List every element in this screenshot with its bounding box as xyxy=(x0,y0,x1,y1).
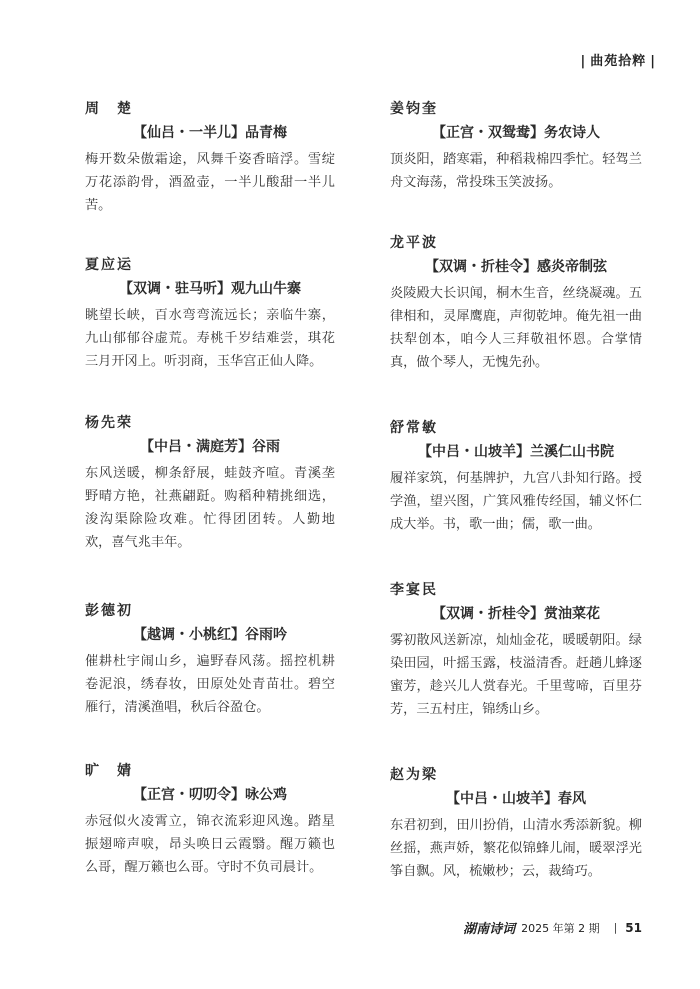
poem xyxy=(390,579,642,764)
poem-body: 东君初到，田川扮俏，山清水秀添新貌。柳丝摇，燕声娇，繁花似锦蜂儿闹，暖翠浮光筝自飘。风，梳嫩杪；云，裁绮巧。 xyxy=(390,818,642,879)
poem xyxy=(85,98,335,254)
poem-title: 【双调・驻马听】观九山牛寨 xyxy=(119,281,301,297)
poem xyxy=(85,254,335,412)
poem xyxy=(390,764,642,883)
poem-author: 舒常敏 xyxy=(390,420,438,436)
page-footer xyxy=(463,918,642,937)
poem-author: 旷 婧 xyxy=(85,763,133,779)
poem-body: 履祥家筑，何基牌护，九宫八卦知行路。授学渔，望兴图，广箕风雅传经国，辅义怀仁成大举。书，歌一曲；儒，歌一曲。 xyxy=(390,471,642,532)
issue-label: 2025 年第 2 期 xyxy=(521,921,600,935)
poem-body: 赤冠似火凌霄立，锦衣流彩迎风逸。踏星振翅啼声唳，昂头唤日云霞翳。醒万籁也么哥，醒万籁也么哥。守时不负司晨计。 xyxy=(85,814,335,875)
poem-body: 眺望长峡，百水弯弯流远长；亲临牛寨，九山郁郁谷虚荒。寿桃千岁结难尝，琪花三月开冈上。听羽商，玉华宫正仙人降。 xyxy=(85,308,335,369)
poem-body: 炎陵殿大长识闻，桐木生音，丝绕凝魂。五律相和，灵犀鹰鹿，声彻乾坤。俺先祖一曲扶犁创本，咱今人三拜敬祖怀恩。合掌情真，做个琴人，无愧先孙。 xyxy=(390,286,642,370)
poem-title: 【正宫・叨叨令】咏公鸡 xyxy=(133,787,287,803)
magazine-logo: 湖南诗词 xyxy=(463,922,516,937)
separator-bar: | xyxy=(650,54,656,69)
poem-author: 夏应运 xyxy=(85,257,133,273)
poem-title: 【双调・折桂令】感炎帝制弦 xyxy=(425,259,607,275)
poem xyxy=(85,760,335,879)
right-column xyxy=(390,98,642,883)
poem-author: 龙平波 xyxy=(390,235,438,251)
separator-bar: | xyxy=(580,54,587,69)
poem-body: 东风送暖，柳条舒展，蛙鼓齐喧。青溪垄野晴方艳，社燕翩跹。购稻种精挑细选，浚沟渠除险攻难。忙得团团转。人勤地欢，喜气兆丰年。 xyxy=(85,466,335,550)
poem xyxy=(390,232,642,417)
poem-title: 【双调・折桂令】赏油菜花 xyxy=(432,606,600,622)
poem-body: 催耕杜宇闹山乡，遍野春风荡。摇控机耕卷泥浪，绣春妆，田原处处青苗壮。碧空雁行，清溪渔唱，秋后谷盈仓。 xyxy=(85,654,335,715)
poem-author: 赵为梁 xyxy=(390,767,438,783)
poem-body: 顶炎阳，踏寒霜，种稻栽棉四季忙。轻驾兰舟文海荡，常投珠玉笑波扬。 xyxy=(390,152,642,190)
poem xyxy=(390,417,642,579)
separator-bar: | xyxy=(613,921,618,934)
poem-title: 【越调・小桃红】谷雨吟 xyxy=(133,627,287,643)
poem-title: 【中吕・山坡羊】兰溪仁山书院 xyxy=(418,444,614,460)
poem-author: 姜钧奎 xyxy=(390,101,438,117)
poem-title: 【中吕・满庭芳】谷雨 xyxy=(140,439,280,455)
poem-author: 周 楚 xyxy=(85,101,133,117)
poem xyxy=(85,600,335,760)
poem-title: 【中吕・山坡羊】春风 xyxy=(446,791,586,807)
left-column xyxy=(85,98,335,879)
poem-body: 雾初散风送新凉，灿灿金花，暖暖朝阳。绿染田园，叶摇玉露，枝溢清香。赶趟儿蜂逐蜜芳，趁兴儿人赏春光。千里莺啼，百里芬芳，三五村庄，锦绣山乡。 xyxy=(390,633,642,717)
poem-author: 杨先荣 xyxy=(85,415,133,431)
section-header xyxy=(576,50,660,69)
poem-body: 梅开数朵傲霜途，风舞千姿香暗浮。雪绽万花添韵骨，酒盈壶，一半儿酸甜一半儿苦。 xyxy=(85,152,335,213)
page-number: 51 xyxy=(625,920,642,935)
poem-title: 【仙吕・一半儿】品青梅 xyxy=(133,125,287,141)
poem xyxy=(390,98,642,232)
poem xyxy=(85,412,335,600)
poem-author: 彭德初 xyxy=(85,603,133,619)
section-title: 曲苑拾粹 xyxy=(590,54,647,69)
poem-title: 【正宫・双鸳鸯】务农诗人 xyxy=(432,125,600,141)
poem-author: 李宴民 xyxy=(390,582,438,598)
